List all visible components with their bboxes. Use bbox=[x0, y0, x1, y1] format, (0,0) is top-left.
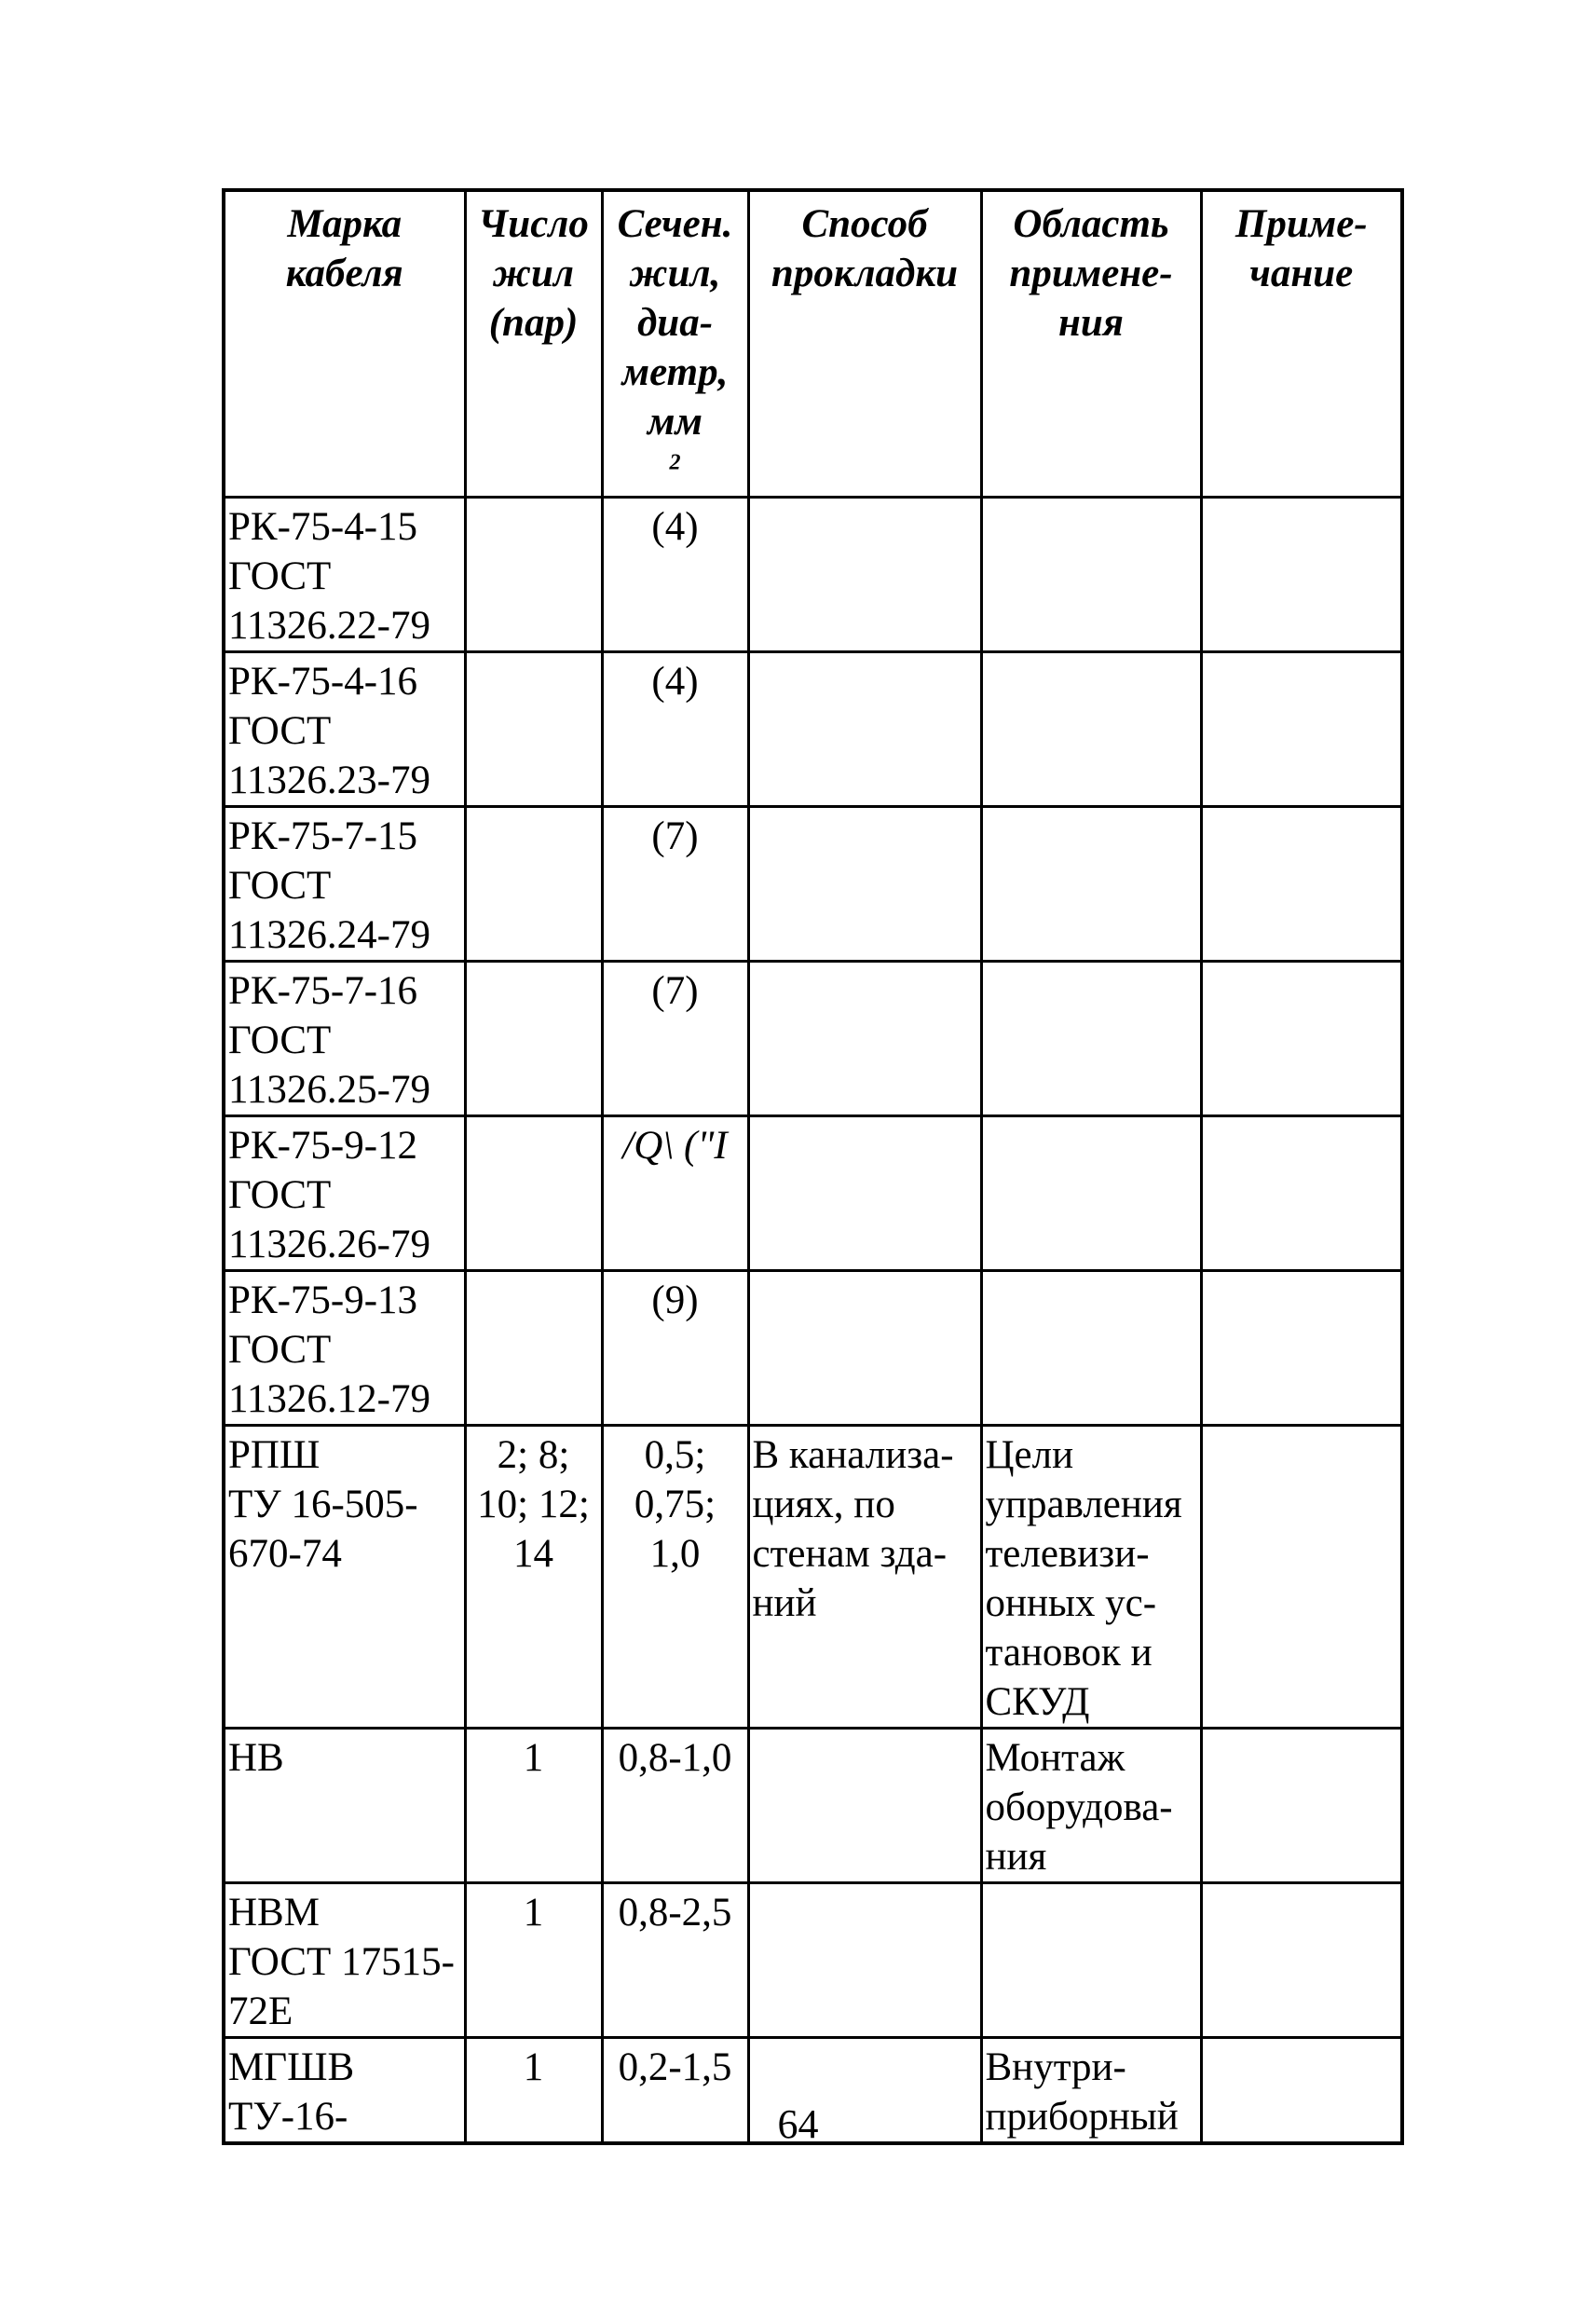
cell-section: (4) bbox=[602, 498, 748, 652]
table-row bbox=[224, 498, 1402, 652]
cell-core-count: 1 bbox=[465, 1883, 602, 2038]
cell-cable-mark: РК-75-9-12 ГОСТ 11326.26-79 bbox=[224, 1116, 465, 1271]
cell-application-area bbox=[981, 1883, 1201, 2038]
cell-core-count bbox=[465, 1116, 602, 1271]
cell-cable-mark: НВМ ГОСТ 17515- 72Е bbox=[224, 1883, 465, 2038]
cell-note bbox=[1201, 1883, 1402, 2038]
cell-application-area bbox=[981, 498, 1201, 652]
cell-section: (7) bbox=[602, 807, 748, 962]
cell-section: (9) bbox=[602, 1271, 748, 1426]
header-core-count: Число жил (пар) bbox=[465, 190, 602, 498]
cell-section: 0,2-1,5 bbox=[602, 2038, 748, 2144]
cell-section: 0,8-2,5 bbox=[602, 1883, 748, 2038]
cell-application-area bbox=[981, 1116, 1201, 1271]
table-row bbox=[224, 652, 1402, 807]
table-row bbox=[224, 1116, 1402, 1271]
cell-section: (4) bbox=[602, 652, 748, 807]
cell-note bbox=[1201, 1116, 1402, 1271]
cell-laying-method bbox=[748, 807, 981, 962]
cell-note bbox=[1201, 498, 1402, 652]
cell-application-area: Внутри- приборный bbox=[981, 2038, 1201, 2144]
cell-section: 0,5; 0,75; 1,0 bbox=[602, 1426, 748, 1729]
cell-section: (7) bbox=[602, 962, 748, 1116]
cell-laying-method bbox=[748, 1883, 981, 2038]
cell-section: 0,8-1,0 bbox=[602, 1729, 748, 1883]
header-section-superscript: 2 bbox=[669, 450, 681, 475]
cell-cable-mark: РК-75-7-15 ГОСТ 11326.24-79 bbox=[224, 807, 465, 962]
cell-core-count bbox=[465, 1271, 602, 1426]
cell-laying-method bbox=[748, 652, 981, 807]
header-laying-method: Способ прокладки bbox=[748, 190, 981, 498]
cell-application-area bbox=[981, 807, 1201, 962]
cell-cable-mark: РК-75-7-16 ГОСТ 11326.25-79 bbox=[224, 962, 465, 1116]
cell-cable-mark: НВ bbox=[224, 1729, 465, 1883]
cell-application-area: Монтаж оборудова- ния bbox=[981, 1729, 1201, 1883]
cell-cable-mark: РК-75-9-13 ГОСТ 11326.12-79 bbox=[224, 1271, 465, 1426]
cell-application-area bbox=[981, 652, 1201, 807]
header-cable-mark: Марка кабеля bbox=[224, 190, 465, 498]
cell-cable-mark: МГШВ ТУ-16- bbox=[224, 2038, 465, 2144]
cell-core-count: 1 bbox=[465, 1729, 602, 1883]
cell-note bbox=[1201, 1426, 1402, 1729]
table-header-row bbox=[224, 190, 1402, 498]
cell-core-count: 2; 8; 10; 12; 14 bbox=[465, 1426, 602, 1729]
cell-core-count: 1 bbox=[465, 2038, 602, 2144]
header-application-area: Область примене- ния bbox=[981, 190, 1201, 498]
cell-application-area bbox=[981, 1271, 1201, 1426]
cell-section: /Q\ ("I bbox=[602, 1116, 748, 1271]
header-section: Сечен. жил, диа- метр, мм $^2$ bbox=[602, 190, 748, 498]
cell-core-count bbox=[465, 962, 602, 1116]
cell-cable-mark: РПШ ТУ 16-505- 670-74 bbox=[224, 1426, 465, 1729]
cell-laying-method: В канализа- циях, по стенам зда- ний bbox=[748, 1426, 981, 1729]
cell-core-count bbox=[465, 807, 602, 962]
cell-core-count bbox=[465, 652, 602, 807]
table-row bbox=[224, 1271, 1402, 1426]
cell-note bbox=[1201, 1729, 1402, 1883]
cell-note bbox=[1201, 807, 1402, 962]
cell-laying-method bbox=[748, 498, 981, 652]
page-number: 64 bbox=[777, 2101, 819, 2147]
table-row bbox=[224, 1426, 1402, 1729]
cell-laying-method bbox=[748, 962, 981, 1116]
cell-laying-method bbox=[748, 1271, 981, 1426]
cell-note bbox=[1201, 1271, 1402, 1426]
table-row bbox=[224, 1729, 1402, 1883]
cell-application-area: Цели управления телевизи- онных ус- тановок и СКУД bbox=[981, 1426, 1201, 1729]
cable-spec-table bbox=[222, 188, 1404, 2145]
cell-note bbox=[1201, 962, 1402, 1116]
table-row bbox=[224, 962, 1402, 1116]
table-row bbox=[224, 807, 1402, 962]
cell-application-area bbox=[981, 962, 1201, 1116]
table-row bbox=[224, 1883, 1402, 2038]
cell-core-count bbox=[465, 498, 602, 652]
cell-cable-mark: РК-75-4-16 ГОСТ 11326.23-79 bbox=[224, 652, 465, 807]
cell-note bbox=[1201, 652, 1402, 807]
cell-laying-method bbox=[748, 1116, 981, 1271]
header-note: Приме- чание bbox=[1201, 190, 1402, 498]
cell-cable-mark: РК-75-4-15 ГОСТ 11326.22-79 bbox=[224, 498, 465, 652]
cell-laying-method bbox=[748, 1729, 981, 1883]
